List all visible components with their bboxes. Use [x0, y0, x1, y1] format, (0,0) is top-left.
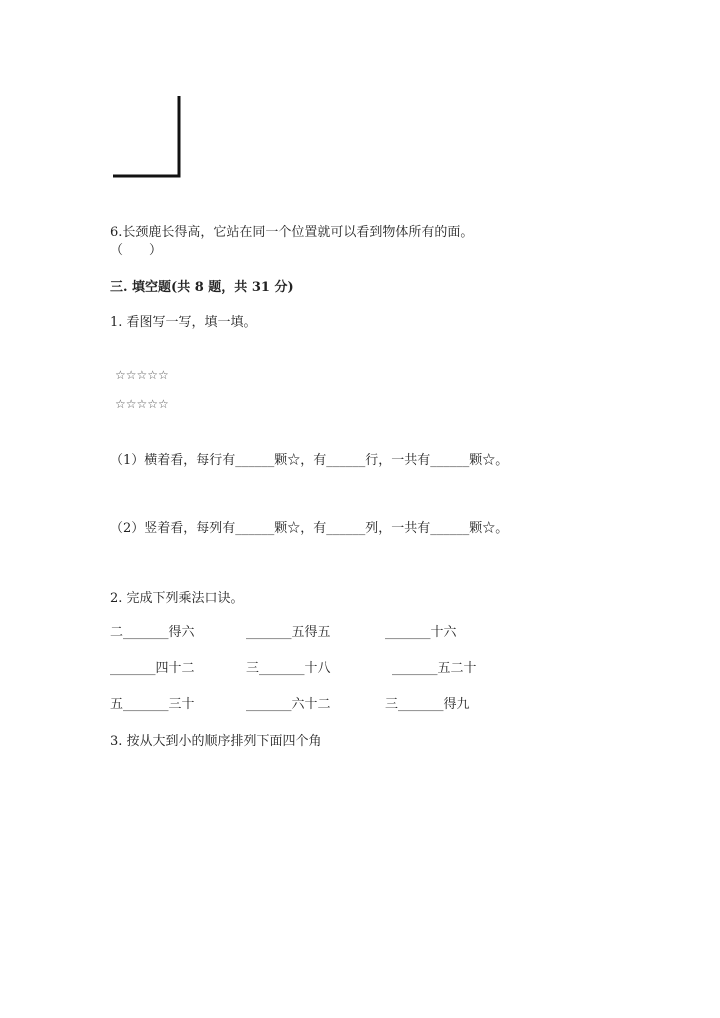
problem-2-title: 2. 完成下列乘法口诀。	[110, 591, 244, 606]
problem-1-sub-1: （1）横着看，每行有______颗☆，有______行，一共有______颗☆。	[110, 453, 509, 468]
multiplication-item: _______六十二	[246, 697, 331, 712]
multiplication-item: 二_______得六	[110, 625, 195, 640]
multiplication-item: 五_______三十	[110, 697, 195, 712]
right-angle-figure	[110, 94, 186, 182]
multiplication-item: 三_______十八	[246, 661, 331, 676]
stars-row-1: ☆☆☆☆☆	[115, 368, 169, 382]
stars-row-2: ☆☆☆☆☆	[115, 397, 169, 411]
question-6-answer-bracket: （ ）	[110, 243, 163, 258]
problem-3-title: 3. 按从大到小的顺序排列下面四个角	[110, 734, 322, 749]
angle-lines	[113, 96, 179, 176]
problem-1-title: 1. 看图写一写，填一填。	[110, 315, 257, 330]
multiplication-item: _______五得五	[246, 625, 331, 640]
multiplication-item: _______五二十	[392, 661, 477, 676]
multiplication-item: _______四十二	[110, 661, 195, 676]
question-6-text: 6.长颈鹿长得高，它站在同一个位置就可以看到物体所有的面。	[110, 225, 474, 240]
problem-1-sub-2: （2）竖着看，每列有______颗☆，有______列，一共有______颗☆。	[110, 521, 509, 536]
section-3-heading: 三. 填空题(共 8 题，共 31 分)	[110, 280, 294, 295]
multiplication-item: 三_______得九	[385, 697, 470, 712]
multiplication-item: _______十六	[385, 625, 457, 640]
